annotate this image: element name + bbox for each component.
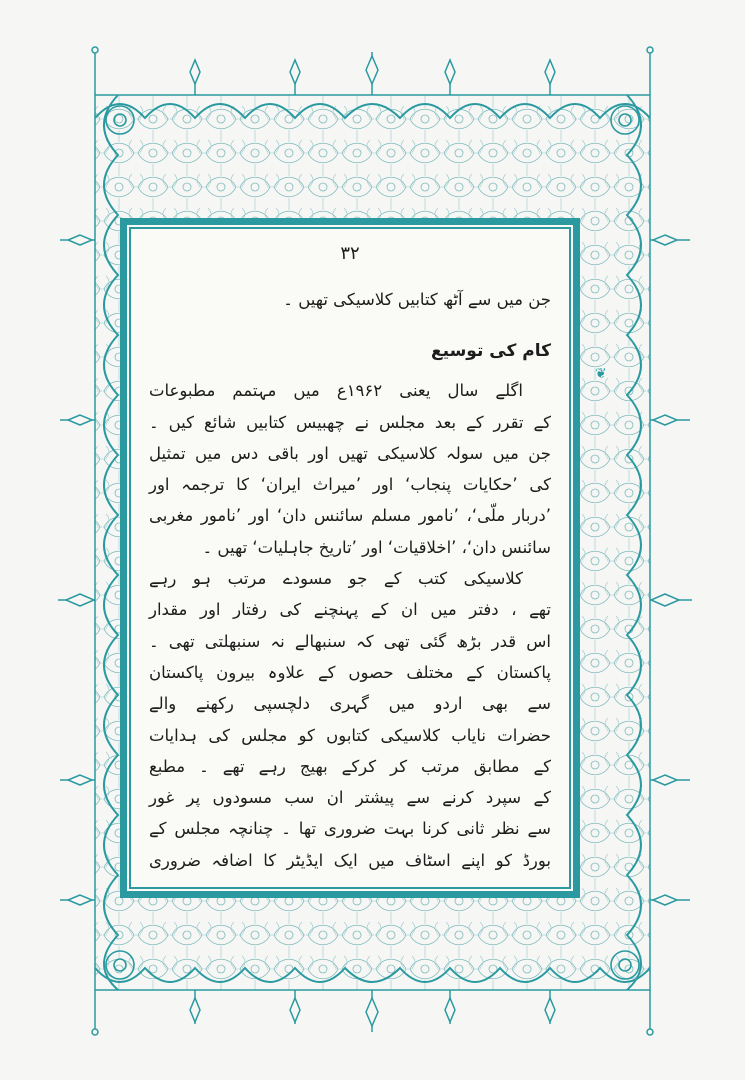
paragraph-line: بورڈ کو اپنے اسٹاف میں ایک ایڈیٹر کا اضافہ ضروری [149, 850, 551, 870]
page-content [149, 239, 551, 879]
paragraph-line: اس قدر بڑھ گئی تھی کہ سنبھالے نہ سنبھلتی تھی ۔ [149, 631, 551, 651]
paragraph-line: تھے ، دفتر میں ان کے پہنچنے کی رفتار اور مقدار [149, 600, 551, 620]
opening-line: جن میں سے آٹھ کتابیں کلاسیکی تھیں ۔ [283, 290, 551, 309]
paragraph-2 [149, 563, 551, 876]
paragraph-line: پاکستان کے مختلف حصوں کے علاوہ بیرون پاکستان [149, 662, 551, 682]
paragraph-line: کے سپرد کرنے سے پیشتر ان سب مسودوں پر غور [149, 788, 551, 808]
paragraph-line: اگلے سال یعنی ۱۹۶۲ع میں مہتمم مطبوعات [149, 381, 523, 401]
section-heading: کام کی توسیع [431, 341, 551, 362]
paragraph-line: کی ’حکایات پنجاب‘ اور ’میراث ایران‘ کا ترجمہ اور [149, 475, 551, 495]
paragraph-1 [149, 375, 551, 563]
text-panel [120, 218, 580, 898]
paragraph-line: کلاسیکی کتب کے جو مسودے مرتب ہو رہے [149, 569, 523, 589]
paragraph-line: کے مطابق مرتب کر کرکے بھیج رہے تھے ۔ مطبع [149, 756, 551, 776]
paragraph-line: سائنس دان‘، ’اخلاقیات‘ اور ’تاریخ جاہلیات‘ تھیں ۔ [202, 537, 551, 557]
paragraph-line: کے تقرر کے بعد مجلس نے چھبیس کتابیں شائع کیں ۔ [149, 412, 551, 432]
paragraph-line: ’دربار ملّی‘، ’نامور مسلم سائنس دان‘ اور ’نامور مغربی [149, 506, 551, 526]
paragraph-line: سے نظر ثانی کرنا بہت ضروری تھا ۔ چنانچہ مجلس کے [149, 819, 551, 839]
paragraph-line: حضرات نایاب کلاسیکی کتابوں کو مجلس کی ہدایات [149, 725, 551, 745]
paragraph-line: سے بھی اردو میں گہری دلچسپی رکھنے والے [149, 694, 551, 714]
page-number: ٣٢ [340, 243, 360, 264]
margin-flourish-icon: ❦ [595, 366, 607, 382]
paragraph-line: جن میں سولہ کلاسیکی تھیں اور باقی دس میں تمثیل [149, 443, 551, 463]
